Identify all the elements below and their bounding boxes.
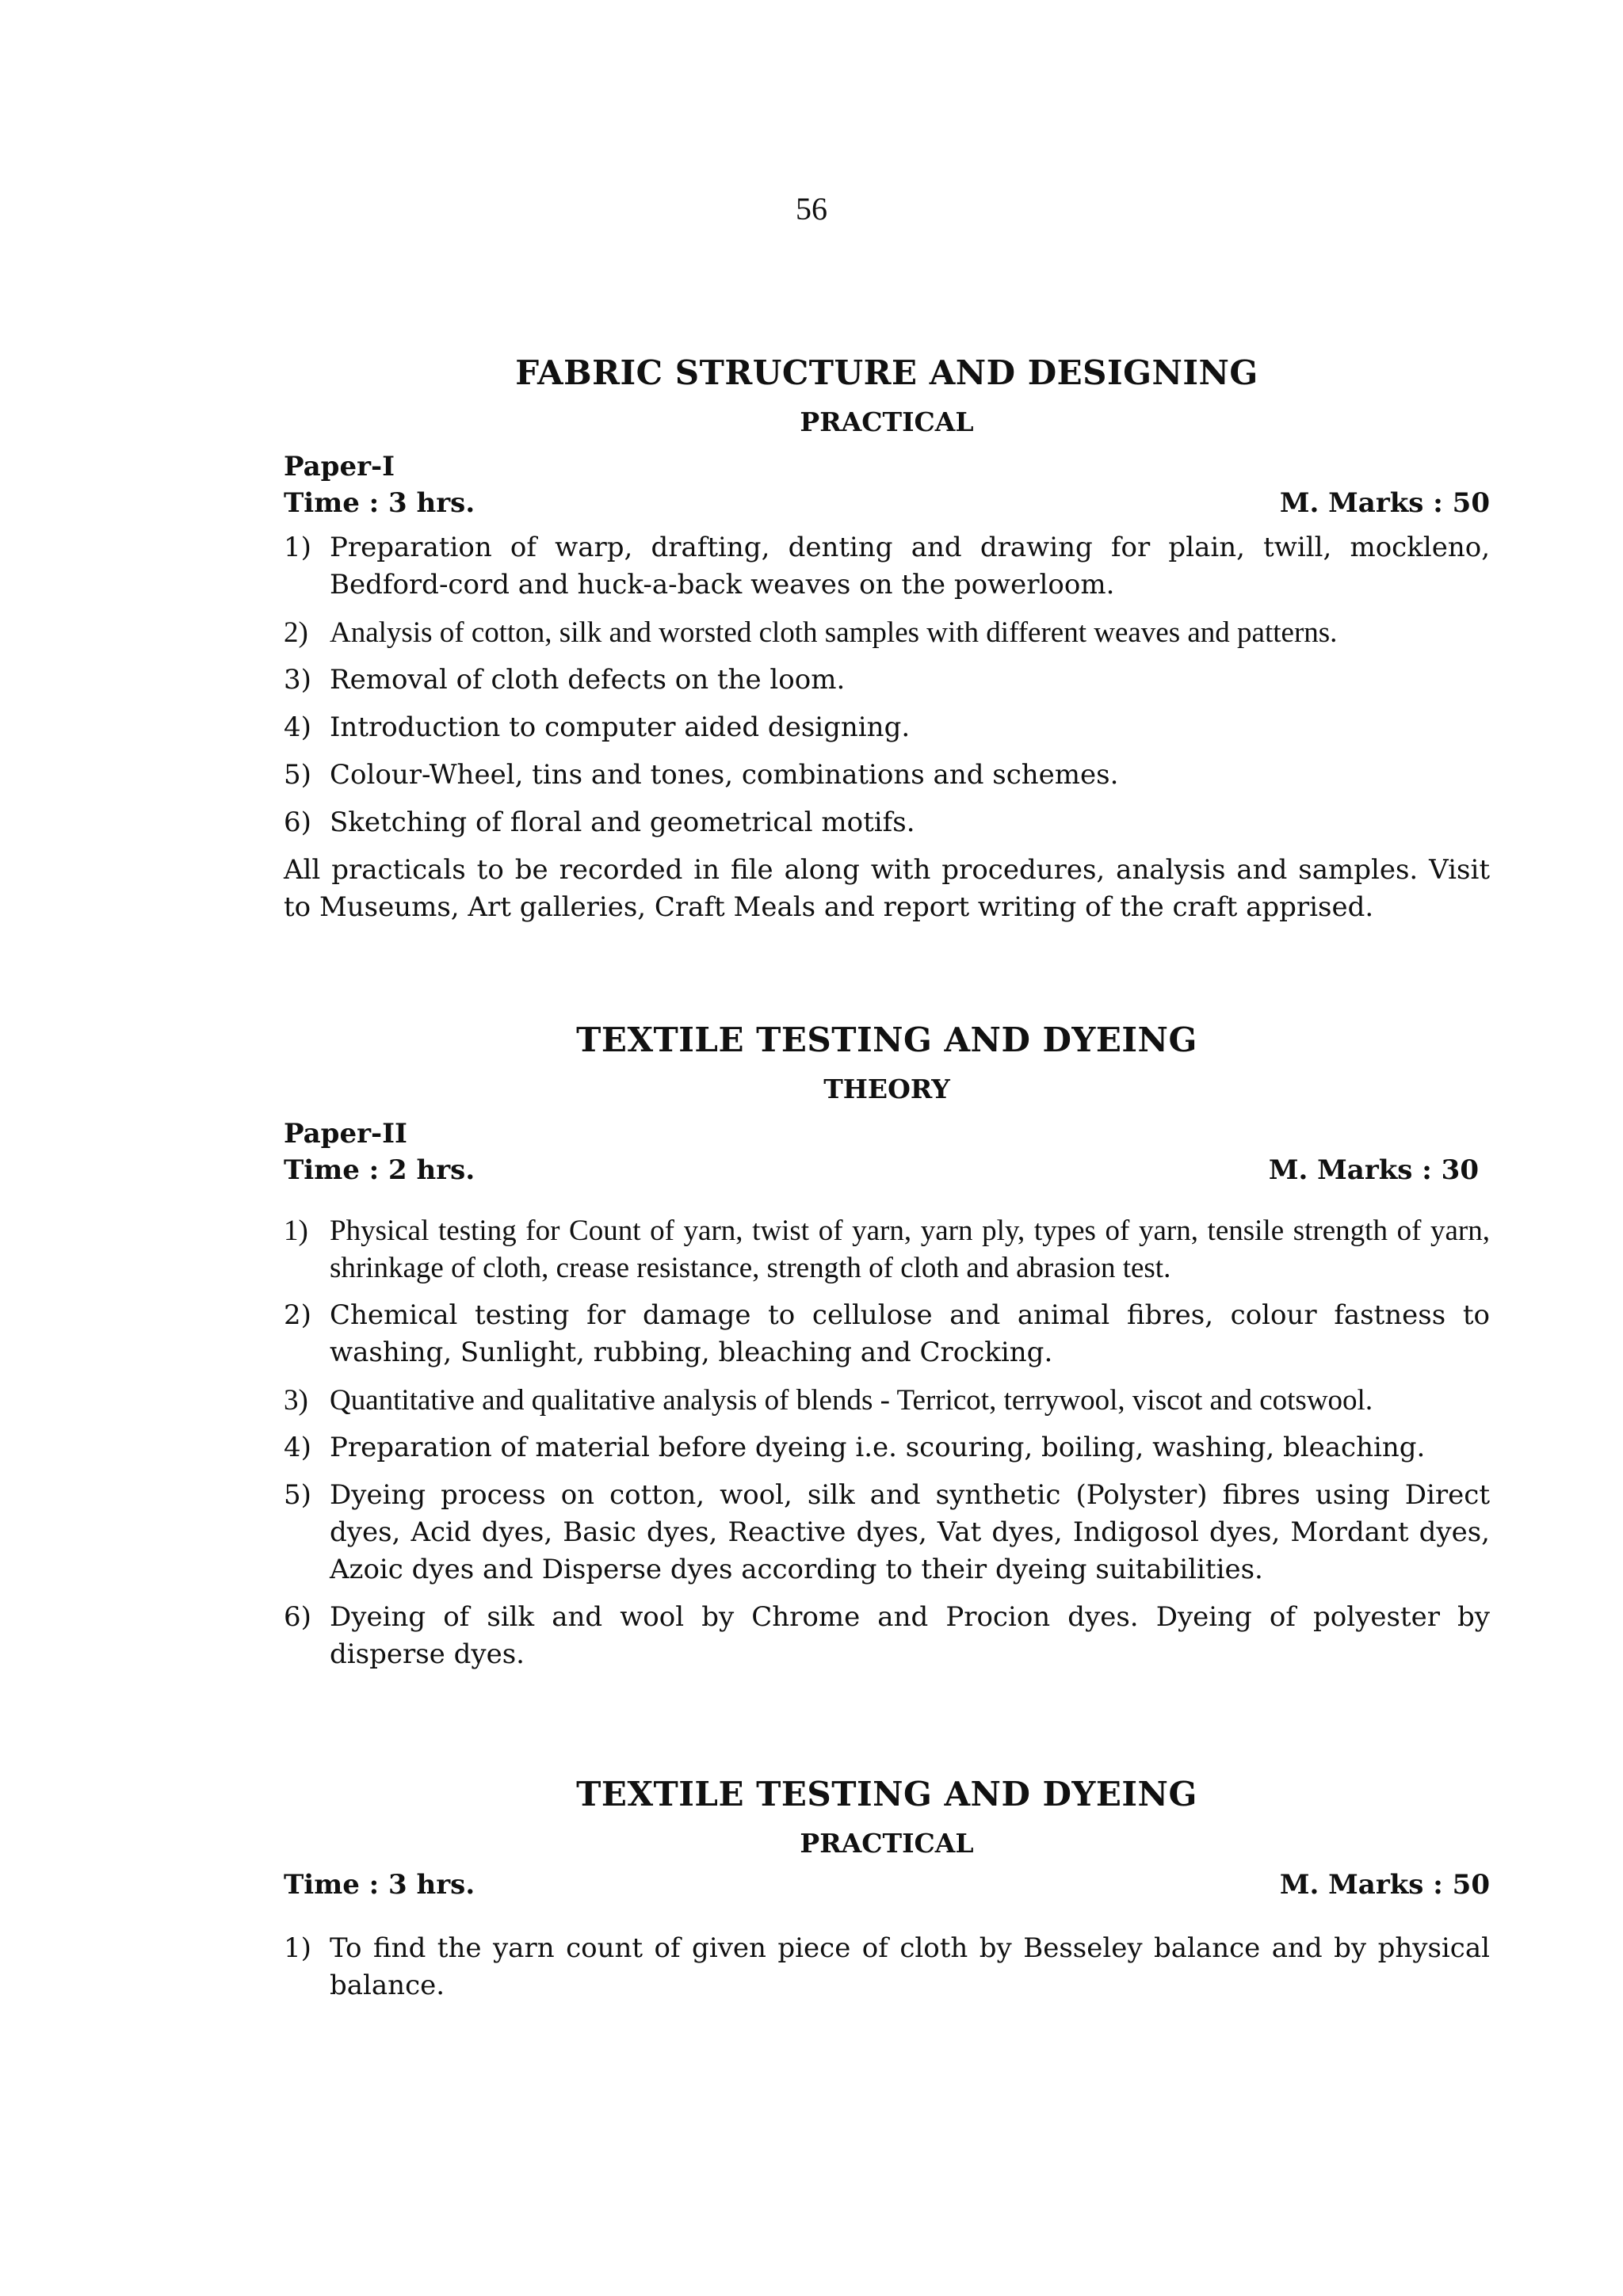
section-subtitle: PRACTICAL: [800, 1828, 974, 1859]
item-number: 6): [284, 807, 311, 838]
list-item: [284, 1212, 1490, 1287]
list-item: [284, 662, 1490, 699]
item-number: 3): [284, 664, 311, 696]
time-marks-row: [284, 1152, 1490, 1188]
item-text: Introduction to computer aided designing.: [330, 711, 911, 743]
list-item: [284, 1930, 1490, 2004]
paper-label: Paper-II: [284, 1118, 407, 1150]
section-fabric-structure-practical: [284, 353, 1490, 926]
item-list: [284, 1212, 1490, 1673]
item-number: 4): [284, 1432, 311, 1463]
list-item: [284, 529, 1490, 604]
item-number: 6): [284, 1601, 311, 1633]
item-number: 2): [284, 1299, 311, 1331]
list-item: [284, 1382, 1490, 1419]
list-item: [284, 804, 1490, 841]
paper-label: Paper-I: [284, 451, 395, 482]
item-text: Preparation of warp, drafting, denting and drawing for plain, twill, mockleno, Bedford-cord and huck-a-back weaves on the powerloom.: [330, 532, 1490, 601]
item-text: To find the yarn count of given piece of cloth by Besseley balance and by physical balance.: [330, 1932, 1490, 2001]
item-text: Chemical testing for damage to cellulose and animal fibres, colour fastness to washing, Sunlight, rubbing, bleaching and Crocking.: [330, 1299, 1490, 1368]
list-item: [284, 757, 1490, 794]
item-list: [284, 529, 1490, 841]
item-text: Analysis of cotton, silk and worsted cloth samples with different weaves and patterns.: [330, 616, 1338, 649]
item-text: Physical testing for Count of yarn, twist of yarn, yarn ply, types of yarn, tensile strength of yarn, shrinkage of cloth, crease resistance, strength of cloth and abrasion test.: [330, 1215, 1490, 1284]
page-number: 56: [796, 191, 827, 227]
section-title: TEXTILE TESTING AND DYEING: [576, 1775, 1197, 1814]
item-number: 5): [284, 759, 311, 791]
item-number: 2): [284, 616, 308, 649]
time-marks-row: [284, 1867, 1490, 1903]
item-number: 1): [284, 1932, 311, 1964]
item-text: Dyeing process on cotton, wool, silk and synthetic (Polyster) fibres using Direct dyes, Acid dyes, Basic dyes, Reactive dyes, Vat dyes, Indigosol dyes, Mordant dyes, Azoic dyes and Disperse dyes according to their dyeing suitabilities.: [330, 1479, 1490, 1585]
item-number: 3): [284, 1384, 308, 1417]
list-item: [284, 1599, 1490, 1673]
section-title: FABRIC STRUCTURE AND DESIGNING: [515, 353, 1258, 392]
item-text: Dyeing of silk and wool by Chrome and Procion dyes. Dyeing of polyester by disperse dyes.: [330, 1601, 1490, 1670]
marks-label: M. Marks : 50: [1279, 487, 1490, 519]
list-item: [284, 614, 1490, 651]
item-list: [284, 1930, 1490, 2004]
section-textile-testing-practical: [284, 1775, 1490, 2015]
time-label: Time : 2 hrs.: [284, 1154, 475, 1186]
list-item: [284, 1477, 1490, 1589]
time-marks-row: [284, 485, 1490, 521]
list-item: [284, 1297, 1490, 1371]
list-item: [284, 1429, 1490, 1466]
item-text: Preparation of material before dyeing i.e. scouring, boiling, washing, bleaching.: [330, 1432, 1426, 1463]
item-text: Removal of cloth defects on the loom.: [330, 664, 846, 696]
item-text: Quantitative and qualitative analysis of blends - Terricot, terrywool, viscot and cotswool.: [330, 1384, 1373, 1417]
marks-label: M. Marks : 30: [1268, 1154, 1479, 1186]
item-number: 1): [284, 1215, 308, 1247]
item-text: Colour-Wheel, tins and tones, combinations and schemes.: [330, 759, 1119, 791]
section-subtitle: PRACTICAL: [800, 406, 974, 437]
item-number: 1): [284, 532, 311, 563]
item-number: 5): [284, 1479, 311, 1511]
item-number: 4): [284, 711, 311, 743]
item-text: Sketching of floral and geometrical motifs.: [330, 807, 915, 838]
section-textile-testing-theory: [284, 1020, 1490, 1684]
time-label: Time : 3 hrs.: [284, 1869, 475, 1901]
time-label: Time : 3 hrs.: [284, 487, 475, 519]
list-item: [284, 709, 1490, 746]
section-title: TEXTILE TESTING AND DYEING: [576, 1020, 1197, 1059]
marks-label: M. Marks : 50: [1279, 1869, 1490, 1901]
section-subtitle: THEORY: [823, 1074, 950, 1104]
section-note: All practicals to be recorded in file along with procedures, analysis and samples. Visit to Museums, Art galleries, Craft Meals and report writing of the craft apprised.: [284, 854, 1490, 923]
